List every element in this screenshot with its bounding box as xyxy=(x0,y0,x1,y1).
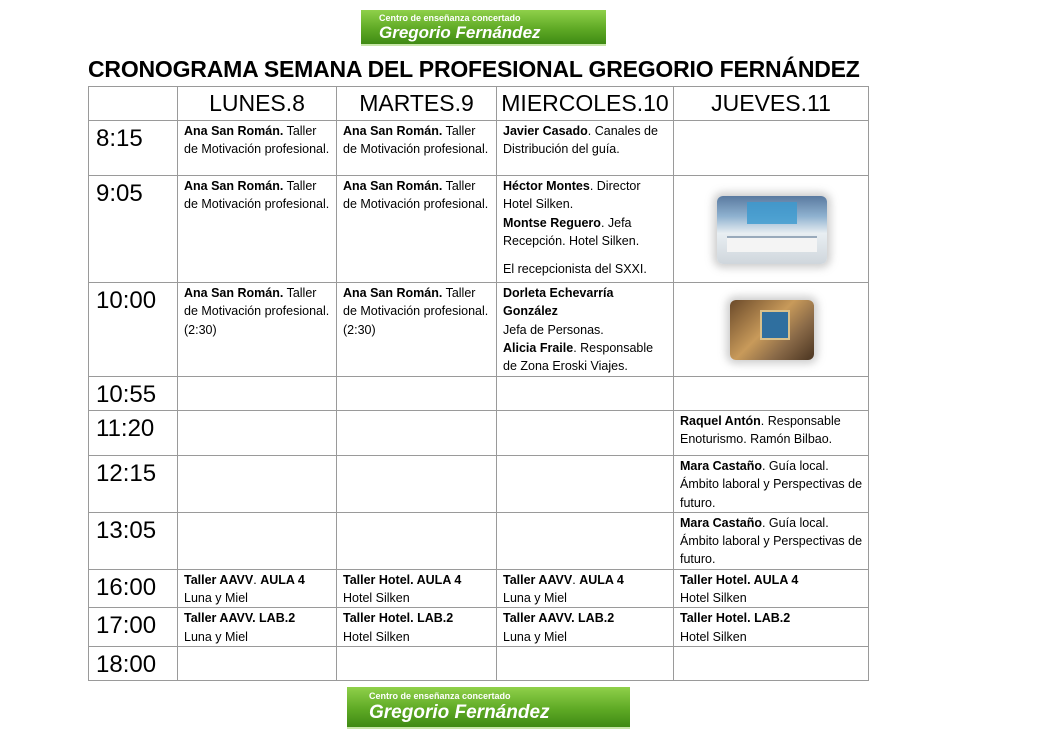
session-cell xyxy=(337,121,497,176)
time-slot: 10:00 xyxy=(89,283,178,377)
time-slot: 12:15 xyxy=(89,456,178,513)
session-text: Hotel Silken xyxy=(680,629,747,644)
session-cell xyxy=(337,283,497,377)
session-cell xyxy=(178,646,337,680)
speaker-name: Mara Castaño xyxy=(680,515,762,530)
time-slot: 9:05 xyxy=(89,176,178,283)
time-slot: 11:20 xyxy=(89,411,178,456)
session-cell xyxy=(178,569,337,608)
session-cell xyxy=(674,569,869,608)
session-text: . Director Hotel Silken. xyxy=(503,179,641,212)
page-title: CRONOGRAMA SEMANA DEL PROFESIONAL GREGORIO FERNÁNDEZ xyxy=(88,56,860,82)
session-text: Luna y Miel xyxy=(184,629,248,644)
speaker-name: Javier Casado xyxy=(503,124,588,138)
session-text: . Guía local. Ámbito laboral y Perspectivas de futuro. xyxy=(680,459,863,510)
speaker-name: Ana San Román. xyxy=(343,179,443,193)
session-cell xyxy=(674,608,869,647)
speaker-name: Mara Castaño xyxy=(680,459,762,473)
session-cell xyxy=(674,283,869,377)
schedule-row xyxy=(89,121,869,176)
speaker-name: Dorleta Echevarría González xyxy=(503,286,614,319)
hotel-lobby-photo xyxy=(730,300,814,360)
session-cell xyxy=(178,121,337,176)
session-cell xyxy=(337,512,497,569)
session-cell xyxy=(497,283,674,377)
session-cell xyxy=(497,456,674,513)
header-row xyxy=(89,87,869,121)
time-slot: 10:55 xyxy=(89,377,178,411)
speaker-name: Taller AAVV. LAB.2 xyxy=(503,611,615,626)
speaker-name: Taller AAVV. LAB.2 xyxy=(184,611,296,626)
speaker-name: Taller AAVV xyxy=(184,572,254,587)
session-cell xyxy=(178,456,337,513)
session-text: Jefa de Personas. xyxy=(503,322,604,337)
session-text: . Responsable Enoturismo. Ramón Bilbao. xyxy=(680,414,841,447)
session-cell xyxy=(497,608,674,647)
session-cell xyxy=(178,512,337,569)
schedule-row xyxy=(89,456,869,513)
session-cell xyxy=(674,411,869,456)
schedule-row xyxy=(89,608,869,647)
time-slot: 8:15 xyxy=(89,121,178,176)
session-cell xyxy=(178,283,337,377)
session-text: . Canales de Distribución del guía. xyxy=(503,124,658,157)
session-cell xyxy=(337,608,497,647)
day-header: MIERCOLES.10 xyxy=(497,87,674,121)
session-text: Taller de Motivación profesional. xyxy=(343,179,489,212)
session-cell xyxy=(178,411,337,456)
logo-tagline: Centro de enseñanza concertado xyxy=(369,691,511,701)
session-cell xyxy=(497,377,674,411)
time-slot: 18:00 xyxy=(89,646,178,680)
logo-name: Gregorio Fernández xyxy=(369,702,550,723)
session-text: Luna y Miel xyxy=(184,591,248,606)
time-slot: 17:00 xyxy=(89,608,178,647)
speaker-name: Alicia Fraile xyxy=(503,340,574,355)
school-logo-top xyxy=(361,10,606,46)
session-cell xyxy=(337,411,497,456)
time-slot: 16:00 xyxy=(89,569,178,608)
schedule-row xyxy=(89,283,869,377)
logo-tagline: Centro de enseñanza concertado xyxy=(379,13,521,23)
session-text: El recepcionista del SXXI. xyxy=(503,262,647,277)
speaker-name: AULA 4 xyxy=(579,572,624,587)
day-header: JUEVES.11 xyxy=(674,87,869,121)
speaker-name: Taller Hotel. AULA 4 xyxy=(680,572,799,587)
session-text: Luna y Miel xyxy=(503,591,567,606)
session-cell xyxy=(337,456,497,513)
session-cell xyxy=(178,176,337,283)
logo-name: Gregorio Fernández xyxy=(379,23,541,42)
schedule-row xyxy=(89,411,869,456)
speaker-name: Taller Hotel. AULA 4 xyxy=(343,572,462,587)
session-cell xyxy=(337,377,497,411)
speaker-name: Ana San Román. xyxy=(184,124,284,138)
session-cell xyxy=(497,569,674,608)
session-text: Luna y Miel xyxy=(503,629,567,644)
speaker-name: Héctor Montes xyxy=(503,179,590,193)
session-cell xyxy=(674,377,869,411)
schedule-row xyxy=(89,377,869,411)
speaker-name: Ana San Román. xyxy=(343,286,443,300)
corner-cell xyxy=(89,87,178,121)
session-text: . Jefa Recepción. Hotel Silken. xyxy=(503,215,640,248)
session-text: Hotel Silken xyxy=(343,629,410,644)
session-cell xyxy=(178,608,337,647)
schedule-row xyxy=(89,176,869,283)
session-text: Taller de Motivación profesional. (2:30) xyxy=(343,286,489,337)
speaker-name: Taller Hotel. LAB.2 xyxy=(680,611,791,626)
schedule-row xyxy=(89,569,869,608)
session-cell xyxy=(674,646,869,680)
schedule-table xyxy=(88,86,869,681)
session-cell xyxy=(674,121,869,176)
session-cell xyxy=(178,377,337,411)
speaker-name: AULA 4 xyxy=(260,572,305,587)
session-cell xyxy=(337,569,497,608)
speaker-name: Ana San Román. xyxy=(343,124,443,138)
session-cell xyxy=(497,512,674,569)
speaker-name: Taller AAVV xyxy=(503,572,573,587)
speaker-name: Ana San Román. xyxy=(184,286,284,300)
schedule-row xyxy=(89,512,869,569)
speaker-name: Taller Hotel. LAB.2 xyxy=(343,611,454,626)
session-cell xyxy=(674,456,869,513)
session-cell xyxy=(674,176,869,283)
session-text: Hotel Silken xyxy=(343,591,410,606)
session-text: . Responsable de Zona Eroski Viajes. xyxy=(503,340,654,374)
session-cell xyxy=(497,646,674,680)
session-cell xyxy=(497,176,674,283)
session-cell xyxy=(497,411,674,456)
session-cell xyxy=(337,176,497,283)
session-text: . xyxy=(572,572,580,587)
session-text: Taller de Motivación profesional. (2:30) xyxy=(184,286,330,337)
time-slot: 13:05 xyxy=(89,512,178,569)
day-header: LUNES.8 xyxy=(178,87,337,121)
school-logo-bottom xyxy=(347,687,630,729)
session-cell xyxy=(337,646,497,680)
session-text: . xyxy=(253,572,261,587)
hotel-reception-photo xyxy=(717,196,827,264)
speaker-name: Raquel Antón xyxy=(680,414,761,428)
session-text: Taller de Motivación profesional. xyxy=(184,124,330,157)
session-cell xyxy=(674,512,869,569)
session-text: Taller de Motivación profesional. xyxy=(184,179,330,212)
session-cell xyxy=(497,121,674,176)
speaker-name: Ana San Román. xyxy=(184,179,284,193)
session-text: Taller de Motivación profesional. xyxy=(343,124,489,157)
day-header: MARTES.9 xyxy=(337,87,497,121)
session-text: . Guía local. Ámbito laboral y Perspectivas de futuro. xyxy=(680,515,863,567)
schedule-row xyxy=(89,646,869,680)
session-text: Hotel Silken xyxy=(680,591,747,606)
speaker-name: Montse Reguero xyxy=(503,215,601,230)
